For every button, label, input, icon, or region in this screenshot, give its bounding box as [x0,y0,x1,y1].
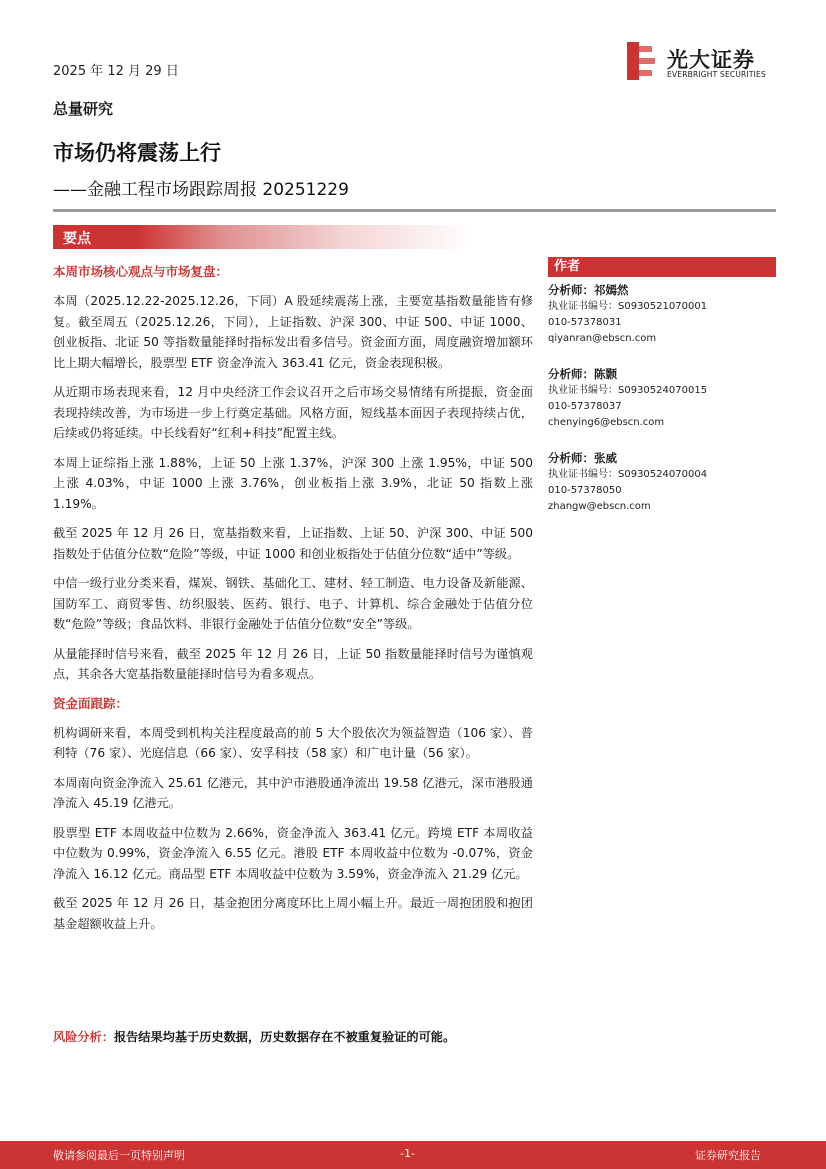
report-title: 市场仍将震荡上行 [53,141,221,165]
analyst-phone: 010-57378050 [548,485,622,496]
footer-report-type: 证券研究报告 [695,1149,761,1162]
report-date: 2025 年 12 月 29 日 [53,64,179,79]
everbright-logo-icon [627,42,657,80]
body-paragraph: 机构调研来看，本周受到机构关注程度最高的前 5 大个股依次为领益智造（106 家）、普利特（76 家）、光庭信息（66 家）、安孚科技（58 家）和广电计量（56 家）。 [53,725,533,760]
header-divider [53,209,776,212]
analyst-email: chenying6@ebscn.com [548,417,665,428]
logo-chinese-name: 光大证券 [667,48,755,72]
authors-heading: 作者 [548,257,776,277]
body-paragraph: 股票型 ETF 本周收益中位数为 2.66%，资金净流入 363.41 亿元。跨境 ETF 本周收益中位数为 0.99%，资金净流入 6.55 亿元。港股 ETF 本周收益中位数为 -0.07%，资金净流入 16.12 亿元。商品型 ETF 本周收益中位数为 3.59%，资金净流入 21.29 亿元。 [53,825,533,881]
analyst-license: 执业证书编号：S0930524070015 [548,385,708,396]
authors-sidebar [548,257,776,533]
body-paragraph: 从近期市场表现来看，12 月中央经济工作会议召开之后市场交易情绪有所提振，资金面表现持续改善，为市场进一步上行奠定基础。风格方面，短线基本面因子表现持续占优，后续或仍将延续。中长线看好“红利+科技”配置主线。 [53,385,533,440]
logo-english-name: EVERBRIGHT SECURITIES [667,70,766,79]
body-paragraph: 本周（2025.12.22-2025.12.26，下同）A 股延续震荡上涨，主要宽基指数量能皆有修复。截至周五（2025.12.26，下同），上证指数、沪深 300、中证 500、中证 1000、创业板指、北证 50 等指数量能择时指标发出看多信号。资金面方面，周度融资增加额环比上期大幅增长，股票型 ETF 资金净流入 363.41 亿元，资金表现积极。 [53,294,533,370]
report-body [53,262,533,943]
analyst-name: 分析师：张威 [548,451,617,465]
analyst-email: qiyanran@ebscn.com [548,333,657,344]
fund-flow-heading: 资金面跟踪： [53,695,129,711]
summary-banner [53,225,473,249]
analyst-phone: 010-57378037 [548,401,622,412]
body-paragraph: 本周上证综指上涨 1.88%，上证 50 上涨 1.37%，沪深 300 上涨 1.95%，中证 500 上涨 4.03%，中证 1000 上涨 3.76%，创业板指上涨 3.9%，北证 50 指数上涨 1.19%。 [53,455,533,511]
report-category: 总量研究 [53,100,114,118]
market-review-heading: 本周市场核心观点与市场复盘： [53,264,229,279]
analyst-license: 执业证书编号：S0930521070001 [548,301,708,312]
footer-disclaimer: 敬请参阅最后一页特别声明 [53,1149,185,1162]
body-paragraph: 中信一级行业分类来看，煤炭、钢铁、基础化工、建材、轻工制造、电力设备及新能源、国防军工、商贸零售、纺织服装、医药、银行、电子、计算机、综合金融处于估值分位数“危险”等级；食品饮料、非银行金融处于估值分位数“安全”等级。 [53,576,533,631]
analyst-card [548,365,776,431]
company-logo [627,42,777,82]
report-subtitle: ——金融工程市场跟踪周报 20251229 [53,180,349,200]
analyst-card [548,449,776,515]
risk-text: 报告结果均基于历史数据，历史数据存在不被重复验证的可能。 [113,1030,456,1044]
summary-label: 要点 [63,231,91,247]
analyst-license: 执业证书编号：S0930524070004 [548,469,708,480]
analyst-name: 分析师：陈颢 [548,367,617,381]
analyst-phone: 010-57378031 [548,317,622,328]
risk-label: 风险分析： [53,1030,114,1044]
body-paragraph: 本周南向资金净流入 25.61 亿港元，其中沪市港股通净流出 19.58 亿港元，深市港股通净流入 45.19 亿港元。 [53,775,533,810]
analyst-name: 分析师：祁嫣然 [548,283,629,297]
body-paragraph: 截至 2025 年 12 月 26 日，宽基指数来看，上证指数、上证 50、沪深 300、中证 500 指数处于估值分位数“危险”等级，中证 1000 和创业板指处于估值分位数“适中”等级。 [53,526,533,561]
analyst-email: zhangw@ebscn.com [548,501,651,512]
body-paragraph: 从量能择时信号来看，截至 2025 年 12 月 26 日，上证 50 指数量能择时信号为谨慎观点，其余各大宽基指数量能择时信号为看多观点。 [53,646,533,681]
risk-statement [53,1027,455,1047]
body-paragraph: 截至 2025 年 12 月 26 日，基金抱团分离度环比上周小幅上升。最近一周抱团股和抱团基金超额收益上升。 [53,896,533,931]
page-number: -1- [400,1147,415,1160]
analyst-card [548,281,776,347]
